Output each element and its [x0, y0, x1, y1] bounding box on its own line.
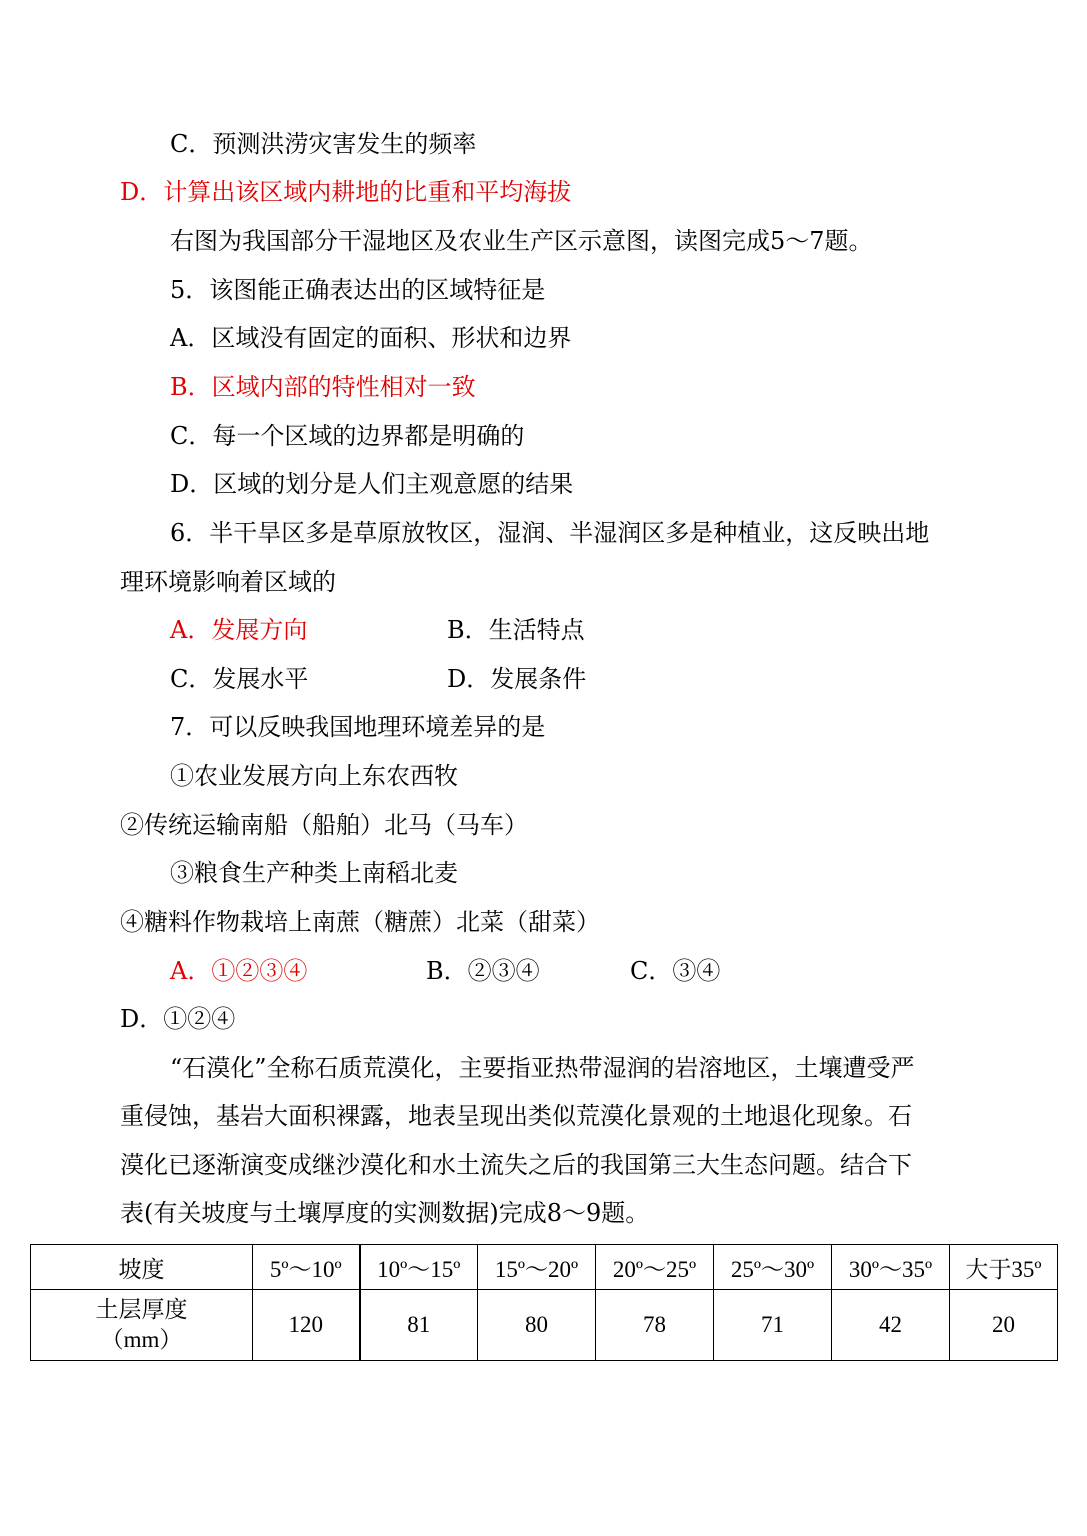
q6-option-b: B．生活特点 [447, 616, 585, 644]
passage-line2: 重侵蚀，基岩大面积裸露，地表呈现出类似荒漠化景观的土地退化现象。石 [120, 1102, 912, 1130]
q7-option-b: B．②③④ [426, 957, 540, 985]
q4-option-c: C．预测洪涝灾害发生的频率 [170, 130, 477, 158]
passage-line3: 漠化已逐渐演变成继沙漠化和水土流失之后的我国第三大生态问题。结合下 [120, 1151, 912, 1179]
q6-stem-line2: 理环境影响着区域的 [120, 568, 336, 596]
q7-option-c: C．③④ [630, 957, 721, 985]
q7-item-1: ①农业发展方向上东农西牧 [170, 762, 458, 790]
thickness-unit-text: （mm） [100, 1327, 183, 1352]
thickness-label-text: 土层厚度 [95, 1297, 188, 1322]
thickness-cell: 81 [360, 1290, 478, 1361]
header-thickness-label [31, 1290, 253, 1361]
q7-option-a-answer: A．①②③④ [170, 957, 308, 985]
slope-cell: 30º～35º [832, 1245, 950, 1290]
q7-item-3: ③粮食生产种类上南稻北麦 [170, 859, 458, 887]
table-row [31, 1290, 1058, 1361]
q7-option-d: D．①②④ [120, 1005, 236, 1033]
q5-stem: 5．该图能正确表达出的区域特征是 [170, 276, 546, 304]
passage-line4: 表(有关坡度与土壤厚度的实测数据)完成8～9题。 [120, 1199, 650, 1227]
slope-cell: 15º～20º [478, 1245, 596, 1290]
q6-stem-line1: 6．半干旱区多是草原放牧区，湿润、半湿润区多是种植业，这反映出地 [170, 519, 930, 547]
slope-cell: 10º～15º [360, 1245, 478, 1290]
q6-option-a-answer: A．发展方向 [170, 616, 308, 644]
table-row [31, 1245, 1058, 1290]
q5-option-a: A．区域没有固定的面积、形状和边界 [170, 324, 572, 352]
q7-stem: 7．可以反映我国地理环境差异的是 [170, 713, 546, 741]
q6-option-d: D．发展条件 [447, 665, 587, 693]
thickness-cell: 120 [253, 1290, 360, 1361]
header-slope-label: 坡度 [31, 1245, 253, 1290]
thickness-cell: 71 [714, 1290, 832, 1361]
slope-cell: 25º～30º [714, 1245, 832, 1290]
q7-item-2: ②传统运输南船（船舶）北马（马车） [120, 811, 528, 839]
passage-line1: “石漠化”全称石质荒漠化，主要指亚热带湿润的岩溶地区，土壤遭受严 [170, 1054, 915, 1082]
thickness-cell: 78 [596, 1290, 714, 1361]
slope-cell: 20º～25º [596, 1245, 714, 1290]
q5-option-b-answer: B．区域内部的特性相对一致 [170, 373, 476, 401]
q6-option-c: C．发展水平 [170, 665, 309, 693]
slope-cell: 5º～10º [253, 1245, 360, 1290]
intro-5-7: 右图为我国部分干湿地区及农业生产区示意图，读图完成5～7题。 [170, 227, 873, 255]
thickness-cell: 20 [950, 1290, 1058, 1361]
thickness-cell: 42 [832, 1290, 950, 1361]
q4-option-d-answer: D．计算出该区域内耕地的比重和平均海拔 [120, 178, 572, 206]
q7-item-4: ④糖料作物栽培上南蔗（糖蔗）北菜（甜菜） [120, 908, 600, 936]
thickness-cell: 80 [478, 1290, 596, 1361]
q5-option-c: C．每一个区域的边界都是明确的 [170, 422, 525, 450]
slope-cell: 大于35º [950, 1245, 1058, 1290]
q5-option-d: D．区域的划分是人们主观意愿的结果 [170, 470, 574, 498]
slope-soil-table [30, 1244, 1058, 1361]
